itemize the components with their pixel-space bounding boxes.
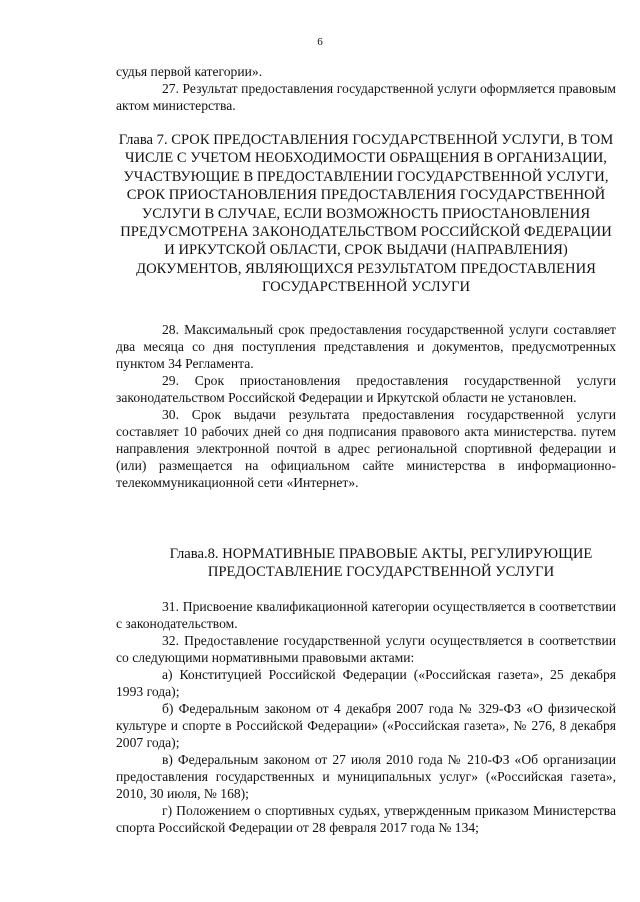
chapter-7-heading: Глава 7. СРОК ПРЕДОСТАВЛЕНИЯ ГОСУДАРСТВЕННОЙ УСЛУГИ, В ТОМ ЧИСЛЕ С УЧЕТОМ НЕОБХОДИМОСТИ ОБРАЩЕНИЯ В ОРГАНИЗАЦИИ, УЧАСТВУЮЩИЕ В ПРЕДОСТАВЛЕНИИ ГОСУДАРСТВЕННОЙ УСЛУГИ, СРОК ПРИОСТАНОВЛЕНИЯ ПРЕДОСТАВЛЕНИЯ ГОСУДАРСТВЕННОЙ УСЛУГИ В СЛУЧАЕ, ЕСЛИ ВОЗМОЖНОСТЬ ПРИОСТАНОВЛЕНИЯ ПРЕДУСМОТРЕНА ЗАКОНОДАТЕЛЬСТВОМ РОССИЙСКОЙ ФЕДЕРАЦИИ И ИРКУТСКОЙ ОБЛАСТИ, СРОК ВЫДАЧИ (НАПРАВЛЕНИЯ) ДОКУМЕНТОВ, ЯВЛЯЮЩИХСЯ РЕЗУЛЬТАТОМ ПРЕДОСТАВЛЕНИЯ ГОСУДАРСТВЕННОЙ УСЛУГИ: [118, 132, 614, 296]
paragraph-31: 31. Присвоение квалификационной категории осуществляется в соответствии с законодательством.: [116, 599, 616, 631]
chapter-8-heading: Глава.8. НОРМАТИВНЫЕ ПРАВОВЫЕ АКТЫ, РЕГУЛИРУЮЩИЕ ПРЕДОСТАВЛЕНИЕ ГОСУДАРСТВЕННОЙ УСЛУГИ: [169, 546, 593, 581]
paragraph-32: 32. Предоставление государственной услуги осуществляется в соответствии со следующими нормативными правовыми актами:: [116, 633, 616, 665]
paragraph-28: 28. Максимальный срок предоставления государственной услуги составляет два месяца со дня поступления представления и документов, предусмотренных пунктом 34 Регламента.: [116, 322, 616, 371]
carry-over-line: судья первой категории».: [116, 64, 263, 79]
intro-section: [116, 63, 616, 114]
paragraph-32-g: г) Положением о спортивных судьях, утвержденным приказом Министерства спорта Российской Федерации от 28 февраля 2017 года № 134;: [116, 803, 616, 835]
paragraph-32-v: в) Федеральным законом от 27 июля 2010 года № 210-ФЗ «Об организации предоставления государственных и муниципальных услуг» («Российская газета», 2010, 30 июля, № 168);: [116, 752, 616, 801]
paragraph-32-b: б) Федеральным законом от 4 декабря 2007 года № 329-ФЗ «О физической культуре и спорте в Российской Федерации» («Российская газета», № 276, 8 декабря 2007 года);: [116, 701, 616, 750]
chapter-7-body: [116, 321, 616, 491]
paragraph-27: 27. Результат предоставления государственной услуги оформляется правовым актом министерства.: [116, 81, 616, 113]
paragraph-30: 30. Срок выдачи результата предоставления государственной услуги составляет 10 рабочих дней со дня подписания правового акта министерства. путем направления электронной почтой в адрес региональной спортивной федерации и (или) размещается на официальном сайте министерства в информационно-телекоммуникационной сети «Интернет».: [116, 407, 616, 490]
paragraph-29: 29. Срок приостановления предоставления государственной услуги законодательством Российской Федерации и Иркутской области не установлен.: [116, 373, 616, 405]
page-number: 6: [317, 36, 323, 48]
chapter-8-body: [116, 598, 616, 836]
paragraph-32-a: а) Конституцией Российской Федерации («Российская газета», 25 декабря 1993 года);: [116, 667, 616, 699]
